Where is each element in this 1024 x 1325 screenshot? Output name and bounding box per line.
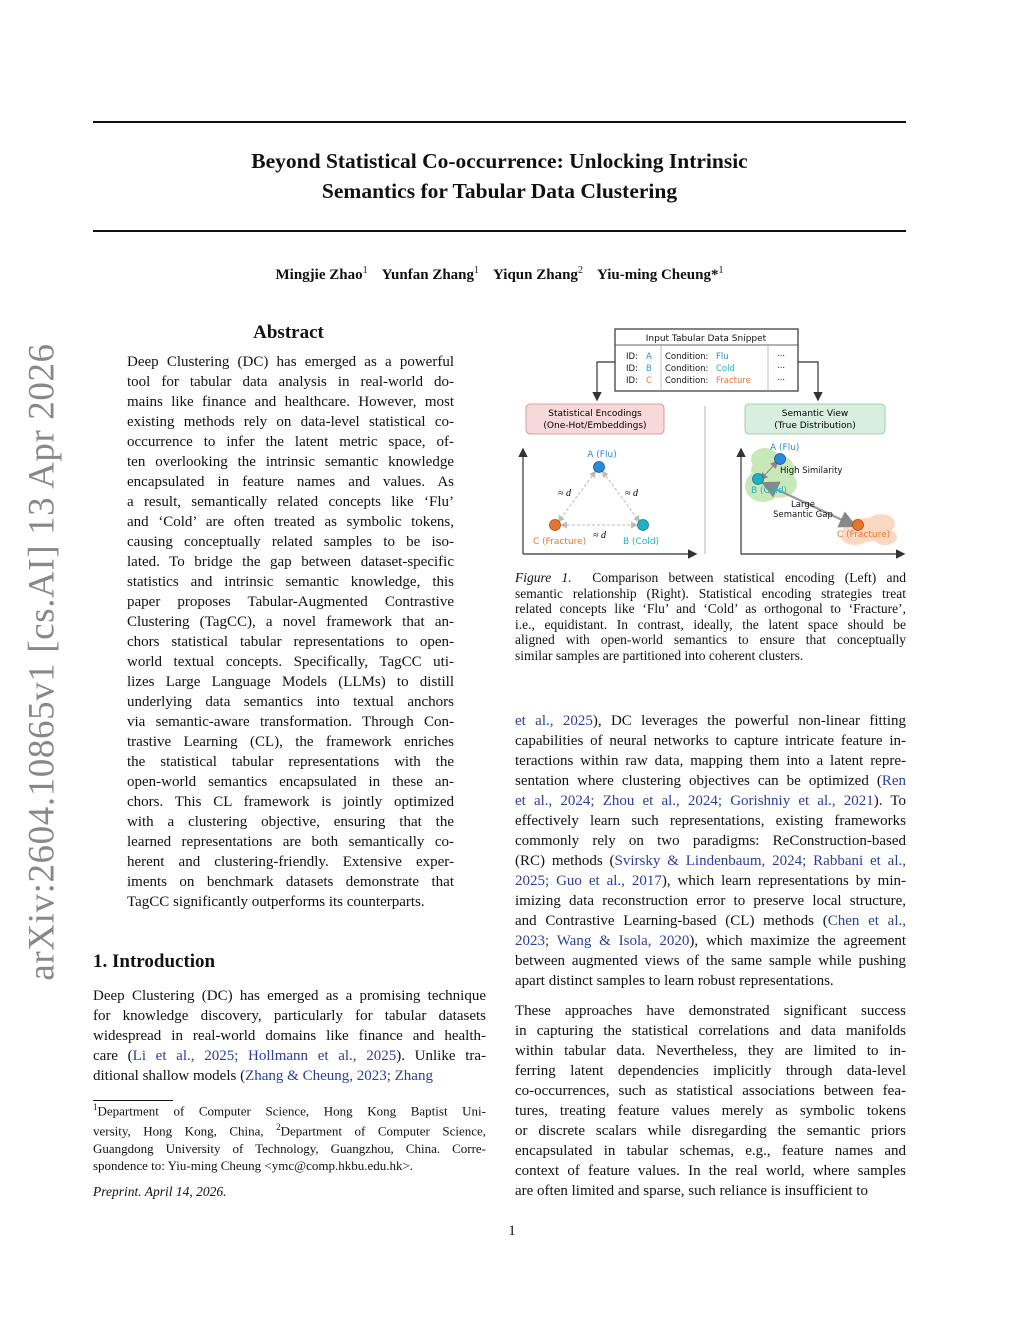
condition-label: Condition: xyxy=(665,352,709,362)
abstract-line: chors. This CL framework is jointly optimized xyxy=(127,794,454,810)
body-line xyxy=(515,931,906,951)
preprint-note: Preprint. April 14, 2026. xyxy=(93,1184,227,1199)
body-line: encapsulated in tabular schemas, e.g., feature names and xyxy=(515,1143,906,1159)
text-run: Department of Computer Science, xyxy=(280,1123,486,1139)
body-line xyxy=(515,891,906,911)
abstract-line: tool for tabular data analysis in real-world do- xyxy=(127,374,454,390)
author-affiliation: 1 xyxy=(474,265,480,276)
text-run: Guangdong University of Technology, Guangzhou, China. Corre- xyxy=(93,1140,486,1156)
citation-link[interactable]: Zhang & Cheung, 2023; Zhang xyxy=(245,1068,433,1084)
footnote-line xyxy=(93,1119,486,1139)
text-run: teractions within raw data, mapping them into a latent repre- xyxy=(515,753,906,769)
author-name: Mingjie Zhao xyxy=(275,267,363,283)
body-line xyxy=(515,971,906,991)
body-line xyxy=(515,771,906,791)
page-number: 1 xyxy=(508,1223,516,1239)
label-a-flu: A (Flu) xyxy=(770,443,800,453)
paper-title xyxy=(93,146,906,206)
abstract-line: encapsulated in feature names and values. As xyxy=(127,474,454,490)
text-run: spondence to: Yiu-ming Cheung <ymc@comp.hkbu.edu.hk>. xyxy=(93,1157,414,1173)
citation-link[interactable]: 2023; Wang & Isola, 2020 xyxy=(515,933,690,949)
text-run: apart distinct samples to learn robust representations. xyxy=(515,973,834,989)
caption-text: Comparison between statistical encoding (Left) and xyxy=(592,570,906,585)
right-column-body xyxy=(515,711,906,1201)
intro-line xyxy=(93,1046,486,1066)
abstract-line: lizes Large Language Models (LLMs) to distill xyxy=(127,674,454,690)
abstract-line: chors statistical tabular representations to open- xyxy=(127,634,454,650)
intro-line xyxy=(93,1066,486,1086)
large-gap-label: Large xyxy=(791,500,815,510)
abstract-line: existing methods rely on data-level statistical co- xyxy=(127,414,454,430)
text-run: Deep Clustering (DC) has emerged as a promising technique xyxy=(93,988,486,1004)
id-value: C xyxy=(646,376,652,386)
abstract-line: causing conceptually related samples to be iso- xyxy=(127,534,454,550)
paragraph-gap xyxy=(515,991,906,1001)
arxiv-identifier: arXiv:2604.10865v1 [cs.AI] 13 Apr 2026 xyxy=(21,343,63,981)
right-box-line2: (True Distribution) xyxy=(774,421,856,431)
body-line xyxy=(515,731,906,751)
text-run: ). To xyxy=(873,793,906,809)
author-list xyxy=(93,265,906,284)
title-line: Beyond Statistical Co-occurrence: Unlocking Intrinsic xyxy=(251,149,748,173)
abstract-line: iments on benchmark datasets demonstrate that xyxy=(127,874,454,890)
abstract-line: herent and clustering-friendly. Extensive exper- xyxy=(127,854,454,870)
point-b-cold xyxy=(638,520,649,531)
text-run: commonly rely on two paradigms: ReConstruction-based xyxy=(515,833,906,849)
abstract-line: occurrence to infer the latent metric space, of- xyxy=(127,434,454,450)
text-run: widespread in real-world domains like finance and health- xyxy=(93,1028,486,1044)
author-affiliation: 2 xyxy=(577,265,583,276)
abstract-line: the statistical tabular representations with the xyxy=(127,754,454,770)
author-affiliation: 1 xyxy=(362,265,368,276)
body-line xyxy=(515,751,906,771)
text-run: (RC) methods ( xyxy=(515,853,615,869)
condition-value: Flu xyxy=(716,352,729,362)
id-label: ID: xyxy=(626,376,638,386)
caption-text: similar samples are partitioned into coherent clusters. xyxy=(515,647,804,663)
caption-line xyxy=(515,648,906,664)
abstract-line: Clustering (TagCC), a novel framework that an- xyxy=(127,614,454,630)
condition-label: Condition: xyxy=(665,376,709,386)
abstract-line: statistics and intrinsic semantic knowledge, this xyxy=(127,574,454,590)
text-run: between augmented views of the same sample while pushing xyxy=(515,953,906,969)
citation-link[interactable]: et al., 2024; Zhou et al., 2024; Gorishniy et al., 2021 xyxy=(515,793,874,809)
citation-link[interactable]: 2025; Guo et al., 2017 xyxy=(515,873,662,889)
citation-link[interactable]: et al., 2025 xyxy=(515,713,593,729)
footnote-line xyxy=(93,1099,486,1119)
text-run: ), which learn representations by min- xyxy=(661,873,906,889)
abstract-line: a result, semantically related concepts like ‘Flu’ xyxy=(127,494,454,510)
point-c-fracture xyxy=(550,520,561,531)
author xyxy=(493,267,583,283)
body-line xyxy=(515,851,906,871)
right-box-line1: Semantic View xyxy=(781,409,849,419)
citation-link[interactable]: Svirsky & Lindenbaum, 2024; Rabbani et al., xyxy=(614,853,906,869)
caption-text: semantic relationship (Right). Statistical encoding strategies treat xyxy=(515,585,906,601)
condition-value: Cold xyxy=(716,364,735,374)
intro-line xyxy=(93,986,486,1006)
author xyxy=(597,267,724,283)
label-b-cold: B (Cold) xyxy=(623,537,660,547)
body-line xyxy=(515,791,906,811)
figure-caption xyxy=(515,570,906,663)
caption-text: aligned with open-world semantics to ensure that conceptually xyxy=(515,632,906,647)
body-line: or discrete scalars while disregarding the semantic priors xyxy=(515,1123,906,1139)
abstract-body xyxy=(127,352,454,912)
caption-line xyxy=(515,570,906,586)
label-b-cold: B (Cold) xyxy=(751,486,788,496)
high-similarity-label: High Similarity xyxy=(780,466,843,476)
body-line: ferring latent dependencies implicitly through data-level xyxy=(515,1063,906,1079)
caption-line xyxy=(515,601,906,617)
left-box-line1: Statistical Encodings xyxy=(548,409,642,419)
caption-text: i.e., equidistant. In contrast, ideally, the latent space should be xyxy=(515,616,906,632)
input-table xyxy=(615,329,798,391)
body-line: context of feature values. In the real world, where samples xyxy=(515,1163,906,1179)
citation-link[interactable]: Li et al., 2025; Hollmann et al., 2025 xyxy=(132,1048,397,1064)
text-run: capabilities of neural networks to capture intricate feature in- xyxy=(515,733,906,749)
input-table-title: Input Tabular Data Snippet xyxy=(645,334,767,344)
text-run: ), which maximize the agreement xyxy=(689,933,906,949)
point-a-flu xyxy=(594,462,605,473)
abstract-line: open-world semantics encapsulated in these an- xyxy=(127,774,454,790)
id-label: ID: xyxy=(626,352,638,362)
text-run: versity, Hong Kong, China, xyxy=(93,1123,277,1139)
footnote-line xyxy=(93,1157,486,1174)
text-run: Department of Computer Science, Hong Kong Baptist Uni- xyxy=(97,1103,486,1119)
body-line: tures, treating feature values merely as symbolic tokens xyxy=(515,1103,906,1119)
text-run: for knowledge discovery, particularly for tabular datasets xyxy=(93,1008,486,1024)
abstract-line: lated. To bridge the gap between dataset-specific xyxy=(127,554,454,570)
text-run: and Contrastive Learning-based (CL) methods ( xyxy=(515,913,828,929)
citation-link[interactable]: Ren xyxy=(881,773,906,789)
citation-link[interactable]: Chen et al., xyxy=(827,913,906,929)
point-b-cold xyxy=(753,474,764,485)
title-rule-bottom xyxy=(93,230,906,232)
caption-line xyxy=(515,617,906,633)
text-run: sentation where clustering objectives can be optimized ( xyxy=(515,773,882,789)
body-line: within tabular data. Nevertheless, they are limited to in- xyxy=(515,1043,906,1059)
figure-1 xyxy=(515,326,906,560)
label-c-fracture: C (Fracture) xyxy=(837,530,891,540)
author xyxy=(382,267,479,283)
body-line xyxy=(515,871,906,891)
intro-line xyxy=(93,1006,486,1026)
abstract-line: ten overlooking the intrinsic semantic knowledge xyxy=(127,454,454,470)
connector-arrow xyxy=(798,362,818,399)
more-ellipsis: ... xyxy=(777,361,786,371)
distance-label: ≈ d xyxy=(593,530,606,541)
body-line: in capturing the statistical correlations and data manifolds xyxy=(515,1023,906,1039)
condition-value: Fracture xyxy=(716,376,751,386)
abstract-line: and ‘Cold’ are often treated as symbolic tokens, xyxy=(127,514,454,530)
section-heading-introduction: 1. Introduction xyxy=(93,951,216,972)
body-line: are often limited and sparse, such reliance is insufficient to xyxy=(515,1183,868,1199)
large-gap-label: Semantic Gap xyxy=(773,510,833,520)
text-run: imizing data reconstruction error to preserve local structure, xyxy=(515,893,906,909)
text-run: ), DC leverages the powerful non-linear fitting xyxy=(592,713,906,729)
text-run: care ( xyxy=(93,1048,133,1064)
point-a-flu xyxy=(775,454,786,465)
body-line xyxy=(515,711,906,731)
abstract-line: underlying data semantics into textual anchors xyxy=(127,694,454,710)
author-name: Yiqun Zhang xyxy=(493,267,578,283)
author-name: Yiu-ming Cheung* xyxy=(596,267,719,283)
author-affiliation: 1 xyxy=(718,265,724,276)
abstract-line: trastive Learning (CL), the framework enriches xyxy=(127,734,454,750)
abstract-line: via semantic-aware transformation. Through Con- xyxy=(127,714,454,730)
introduction-body xyxy=(93,986,486,1086)
author-name: Yunfan Zhang xyxy=(381,267,475,283)
abstract-line: Deep Clustering (DC) has emerged as a powerful xyxy=(127,354,454,370)
author xyxy=(276,267,368,283)
abstract-line: paper proposes Tabular-Augmented Contrastive xyxy=(127,594,454,610)
body-line: These approaches have demonstrated significant success xyxy=(515,1003,906,1019)
body-line xyxy=(515,951,906,971)
affiliation-footnote xyxy=(93,1099,486,1174)
caption-text: related concepts like ‘Flu’ and ‘Cold’ as orthogonal to ‘Fracture’, xyxy=(515,601,906,616)
footnote-mark: 1 xyxy=(93,1102,98,1112)
body-line: co-occurrences, such as statistical associations between fea- xyxy=(515,1083,906,1099)
abstract-line: world textual concepts. Specifically, TagCC uti- xyxy=(127,654,454,670)
more-ellipsis: ... xyxy=(777,373,786,383)
footnote-mark: 2 xyxy=(276,1122,281,1133)
text-run: effectively learn such representations, existing frameworks xyxy=(515,813,906,829)
title-rule-top xyxy=(93,121,906,123)
connector-arrow xyxy=(597,362,615,399)
id-label: ID: xyxy=(626,364,638,374)
body-line xyxy=(515,911,906,931)
id-value: B xyxy=(646,364,652,374)
figure-label: Figure 1. xyxy=(515,570,572,585)
caption-line xyxy=(515,586,906,602)
abstract-line: TagCC significantly outperforms its counterparts. xyxy=(127,894,425,910)
abstract-heading: Abstract xyxy=(253,322,324,343)
label-c-fracture: C (Fracture) xyxy=(533,537,587,547)
title-line: Semantics for Tabular Data Clustering xyxy=(321,179,678,203)
id-value: A xyxy=(646,352,652,362)
abstract-line: mains like finance and healthcare. However, most xyxy=(127,394,454,410)
footnote-line xyxy=(93,1140,486,1157)
body-line xyxy=(515,831,906,851)
label-a-flu: A (Flu) xyxy=(587,450,617,460)
text-run: ditional shallow models ( xyxy=(93,1068,246,1084)
condition-label: Condition: xyxy=(665,364,709,374)
point-c-fracture xyxy=(853,520,864,531)
intro-line xyxy=(93,1026,486,1046)
abstract-line: learned representations are both semantically co- xyxy=(127,834,454,850)
body-line xyxy=(515,811,906,831)
more-ellipsis: ... xyxy=(777,349,786,359)
abstract-line: with a clustering objective, ensuring that the xyxy=(127,814,454,830)
caption-line xyxy=(515,632,906,648)
text-run: ). Unlike tra- xyxy=(396,1048,486,1064)
left-box-line2: (One-Hot/Embeddings) xyxy=(543,421,647,431)
distance-label: ≈ d xyxy=(558,488,571,499)
distance-label: ≈ d xyxy=(625,488,638,499)
